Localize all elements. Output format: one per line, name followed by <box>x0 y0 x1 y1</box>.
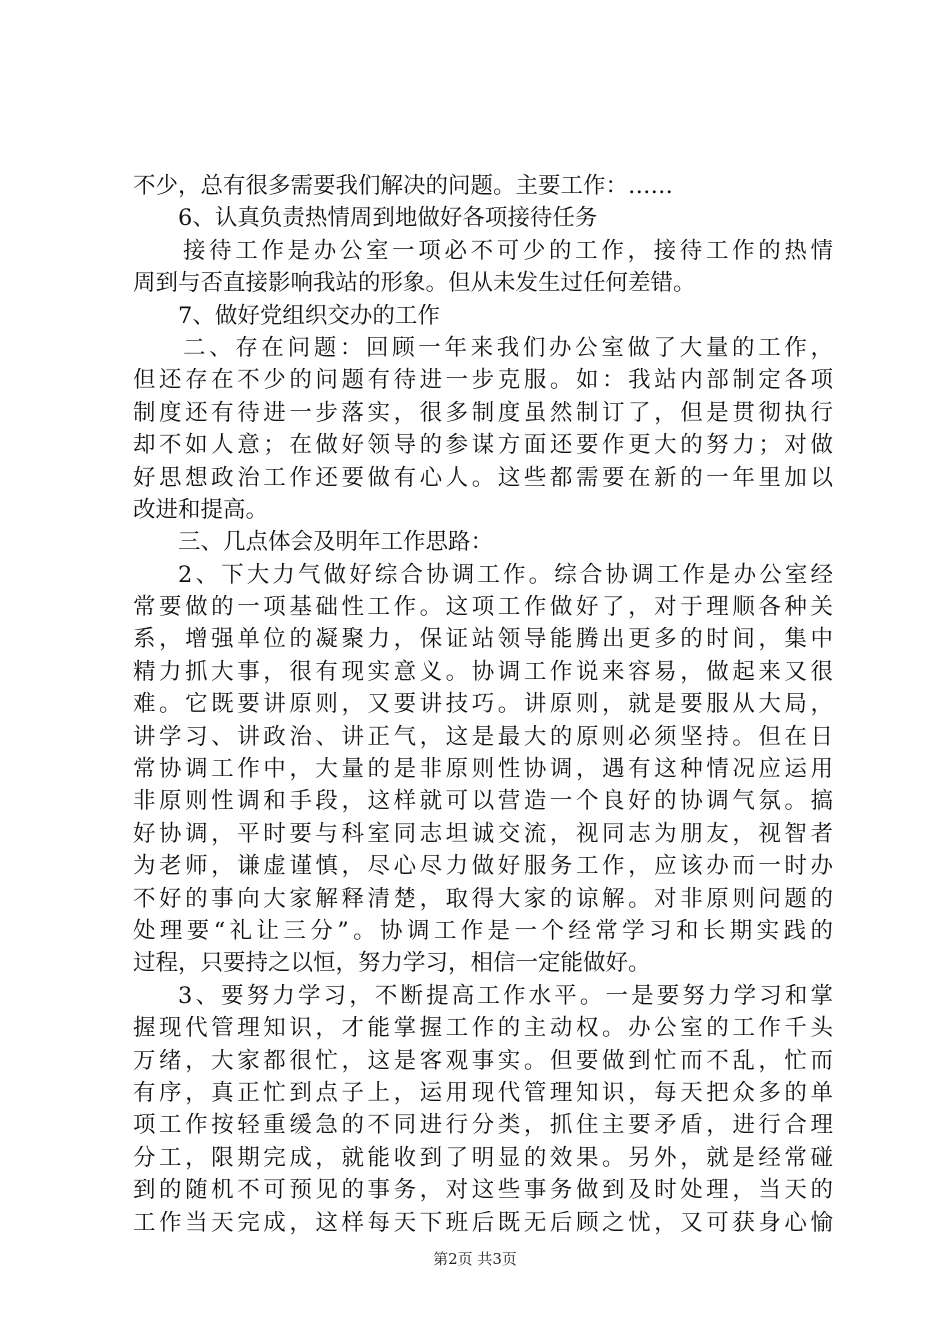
text-line: 握现代管理知识，才能掌握工作的主动权。办公室的工作千头 <box>133 1015 833 1042</box>
text-line: 周到与否直接影响我站的形象。但从未发生过任何差错。 <box>133 270 696 297</box>
text-line: 改进和提高。 <box>133 496 269 523</box>
text-line: 二、存在问题：回顾一年来我们办公室做了大量的工作， <box>183 334 833 361</box>
text-line: 6、认真负责热情周到地做好各项接待任务 <box>178 205 598 232</box>
text-line: 为老师，谦虚谨慎，尽心尽力做好服务工作，应该办而一时办 <box>133 853 833 880</box>
text-line: 常协调工作中，大量的是非原则性协调，遇有这种情况应运用 <box>133 756 833 783</box>
text-line: 接待工作是办公室一项必不可少的工作，接待工作的热情 <box>183 237 833 264</box>
text-line: 有序，真正忙到点子上，运用现代管理知识，每天把众多的单 <box>133 1079 833 1106</box>
text-line: 过程，只要持之以恒，努力学习，相信一定能做好。 <box>133 950 651 977</box>
text-line: 常要做的一项基础性工作。这项工作做好了，对于理顺各种关 <box>133 594 833 621</box>
document-body <box>133 170 833 1239</box>
text-line: 好思想政治工作还要做有心人。这些都需要在新的一年里加以 <box>133 464 833 491</box>
text-line: 精力抓大事，很有现实意义。协调工作说来容易，做起来又很 <box>133 658 833 685</box>
text-line: 7、做好党组织交办的工作 <box>178 302 440 329</box>
text-line: 3、要努力学习，不断提高工作水平。一是要努力学习和掌 <box>178 982 833 1009</box>
text-line: 到的随机不可预见的事务，对这些事务做到及时处理，当天的 <box>133 1177 833 1204</box>
text-line: 却不如人意；在做好领导的参谋方面还要作更大的努力；对做 <box>133 432 833 459</box>
text-line: 三、几点体会及明年工作思路： <box>178 529 494 556</box>
text-line: 但还存在不少的问题有待进一步克服。如：我站内部制定各项 <box>133 367 833 394</box>
text-line: 分工，限期完成，就能收到了明显的效果。另外，就是经常碰 <box>133 1144 833 1171</box>
text-line: 不好的事向大家解释清楚，取得大家的谅解。对非原则问题的 <box>133 885 833 912</box>
text-line: 万绪，大家都很忙，这是客观事实。但要做到忙而不乱，忙而 <box>133 1047 833 1074</box>
text-line: 项工作按轻重缓急的不同进行分类，抓住主要矛盾，进行合理 <box>133 1112 833 1139</box>
page-footer: 第2页 共3页 <box>433 1250 517 1268</box>
text-line: 系，增强单位的凝聚力，保证站领导能腾出更多的时间，集中 <box>133 626 833 653</box>
text-line: 讲学习、讲政治、讲正气，这是最大的原则必须坚持。但在日 <box>133 723 833 750</box>
text-line: 2、下大力气做好综合协调工作。综合协调工作是办公室经 <box>178 561 833 588</box>
text-line: 制度还有待进一步落实，很多制度虽然制订了，但是贯彻执行 <box>133 399 833 426</box>
text-line: 工作当天完成，这样每天下班后既无后顾之忧，又可获身心愉 <box>133 1209 833 1236</box>
text-line: 好协调，平时要与科室同志坦诚交流，视同志为朋友，视智者 <box>133 820 833 847</box>
text-line: 不少，总有很多需要我们解决的问题。主要工作：…… <box>133 173 674 199</box>
text-line: 难。它既要讲原则，又要讲技巧。讲原则，就是要服从大局， <box>133 691 833 718</box>
text-line: 处理要“礼让三分”。协调工作是一个经常学习和长期实践的 <box>133 917 833 944</box>
text-line: 非原则性调和手段，这样就可以营造一个良好的协调气氛。搞 <box>133 788 833 815</box>
